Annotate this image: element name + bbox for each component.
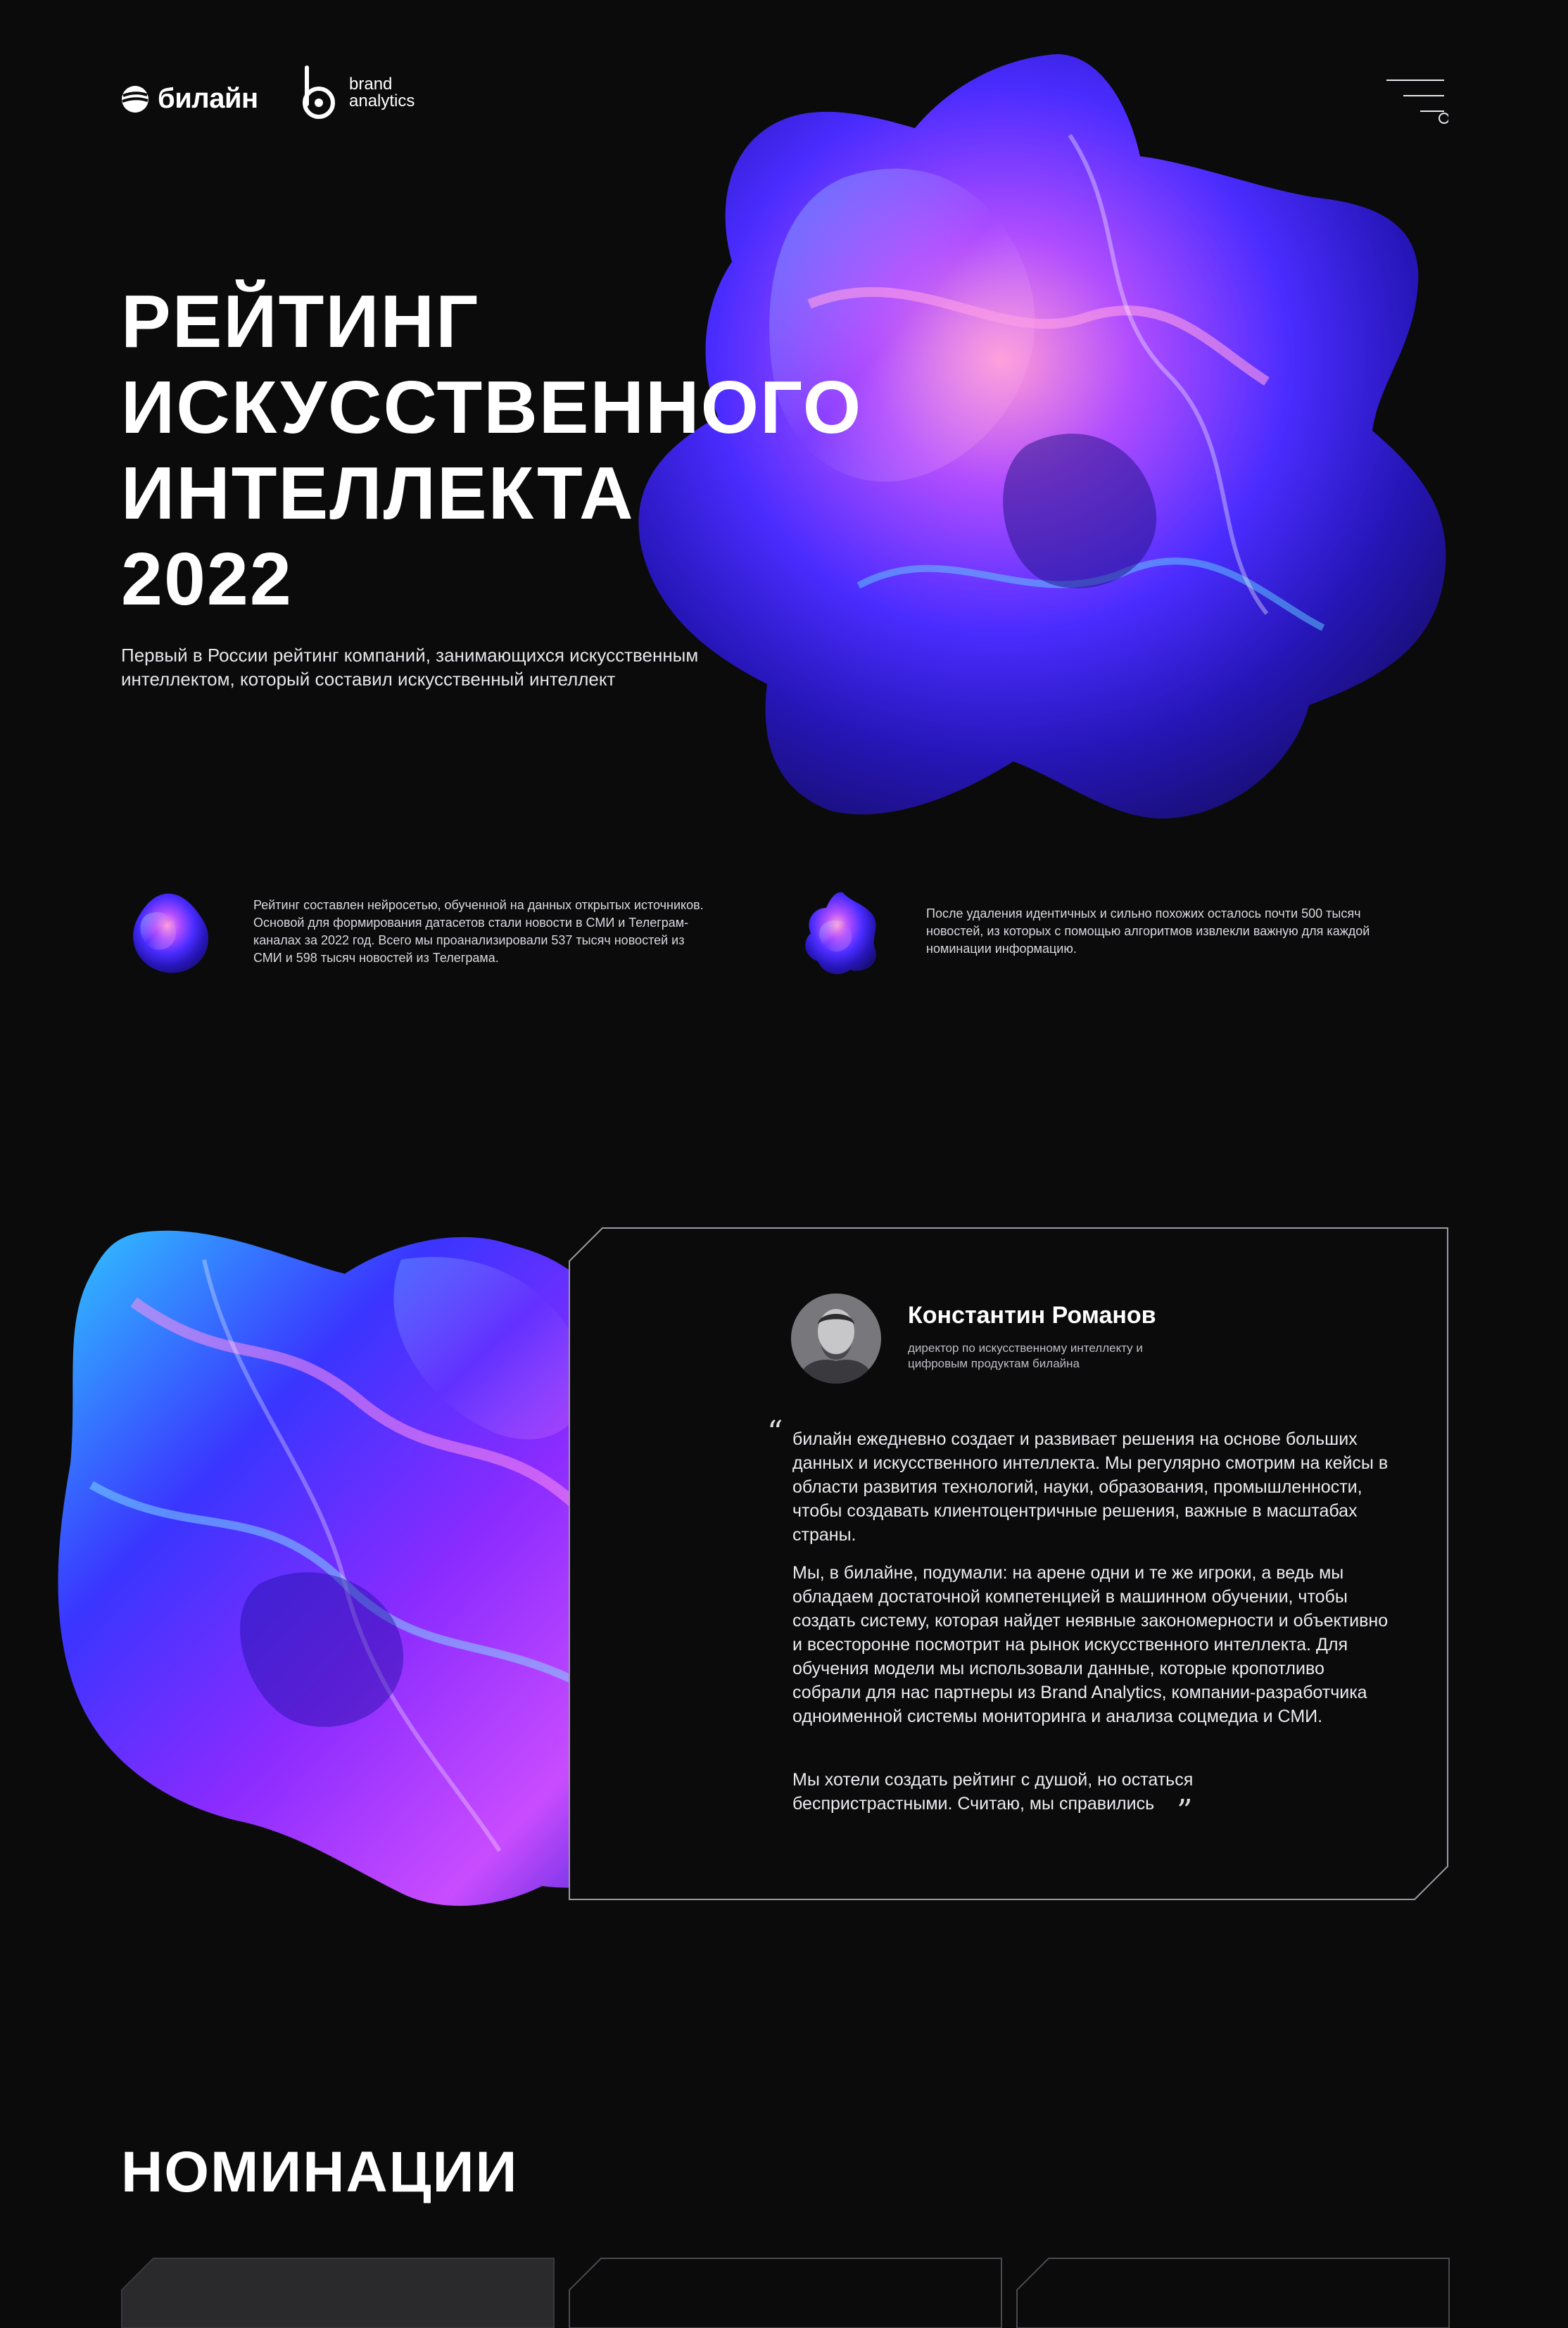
small-blob-image: [125, 887, 217, 978]
brand-analytics-logo[interactable]: [298, 65, 415, 121]
nomination-card[interactable]: [569, 2258, 1002, 2328]
quote-close-mark: ”: [1177, 1793, 1193, 1829]
brand-analytics-logo-text: brand analytics: [349, 75, 415, 110]
info-text-2: После удаления идентичных и сильно похожих осталось почти 500 тысяч новостей, из которых с помощью алгоритмов извлекли важную для каждой номинации информацию.: [926, 906, 1370, 956]
avatar: [791, 1293, 881, 1384]
beeline-logo-text: билайн: [158, 83, 258, 114]
person-avatar-icon: [791, 1293, 881, 1384]
beeline-logo[interactable]: [121, 83, 258, 115]
quote-open-mark: “: [767, 1415, 783, 1450]
nomination-card[interactable]: [121, 2258, 555, 2328]
person-role: директор по искусственному интеллекту и цифровым продуктам билайна: [908, 1341, 1143, 1370]
hero-title-line: 2022: [121, 538, 293, 621]
small-blob-image: [797, 888, 888, 980]
info-text-1: Рейтинг составлен нейросетью, обученной на данных открытых источников. Основой для формирования датасетов стали новости в СМИ и Телеграм-каналах за 2022 год. Всего мы проанализировали 537 тысяч новостей из СМИ и 598 тысяч новостей из Телеграма.: [253, 898, 704, 965]
beeline-logo-icon: [121, 85, 149, 113]
nominations-title: НОМИНАЦИИ: [121, 2140, 519, 2204]
hero-title: [121, 279, 1106, 622]
quote-paragraph-1: билайн ежедневно создает и развивает решения на основе больших данных и искусственного интеллекта. Мы регулярно смотрим на кейсы в области развития технологий, науки, образования, промышленности, чтобы создавать клиентоцентричные решения, важные в масштабах страны.: [792, 1429, 1389, 1545]
quote-paragraph-2: Мы, в билайне, подумали: на арене одни и те же игроки, а ведь мы обладаем достаточной компетенцией в машинном обучении, чтобы создать систему, которая найдет неявные закономерности и объективно и всесторонне посмотрит на рынок искусственного интеллекта. Для обучения модели мы использовали данные, которые кропотливо собрали для нас партнеры из Brand Analytics, компании-разработчика одноименной системы мониторинга и анализа соцмедиа и СМИ.: [792, 1563, 1389, 1726]
brand-analytics-logo-icon: [298, 65, 339, 121]
nomination-card[interactable]: [1016, 2258, 1450, 2328]
hero-title-line: РЕЙТИНГ: [121, 280, 480, 363]
hero-title-line: ИСКУССТВЕННОГО: [121, 366, 863, 449]
person-name: Константин Романов: [908, 1302, 1156, 1329]
quote-paragraph-3: Мы хотели создать рейтинг с душой, но остаться беспристрастными. Считаю, мы справились: [792, 1770, 1194, 1814]
hero-title-line: ИНТЕЛЛЕКТА: [121, 452, 635, 535]
hero-subtitle: Первый в России рейтинг компаний, занимающихся искусственным интеллектом, который составил искусственный интеллект: [121, 645, 699, 690]
